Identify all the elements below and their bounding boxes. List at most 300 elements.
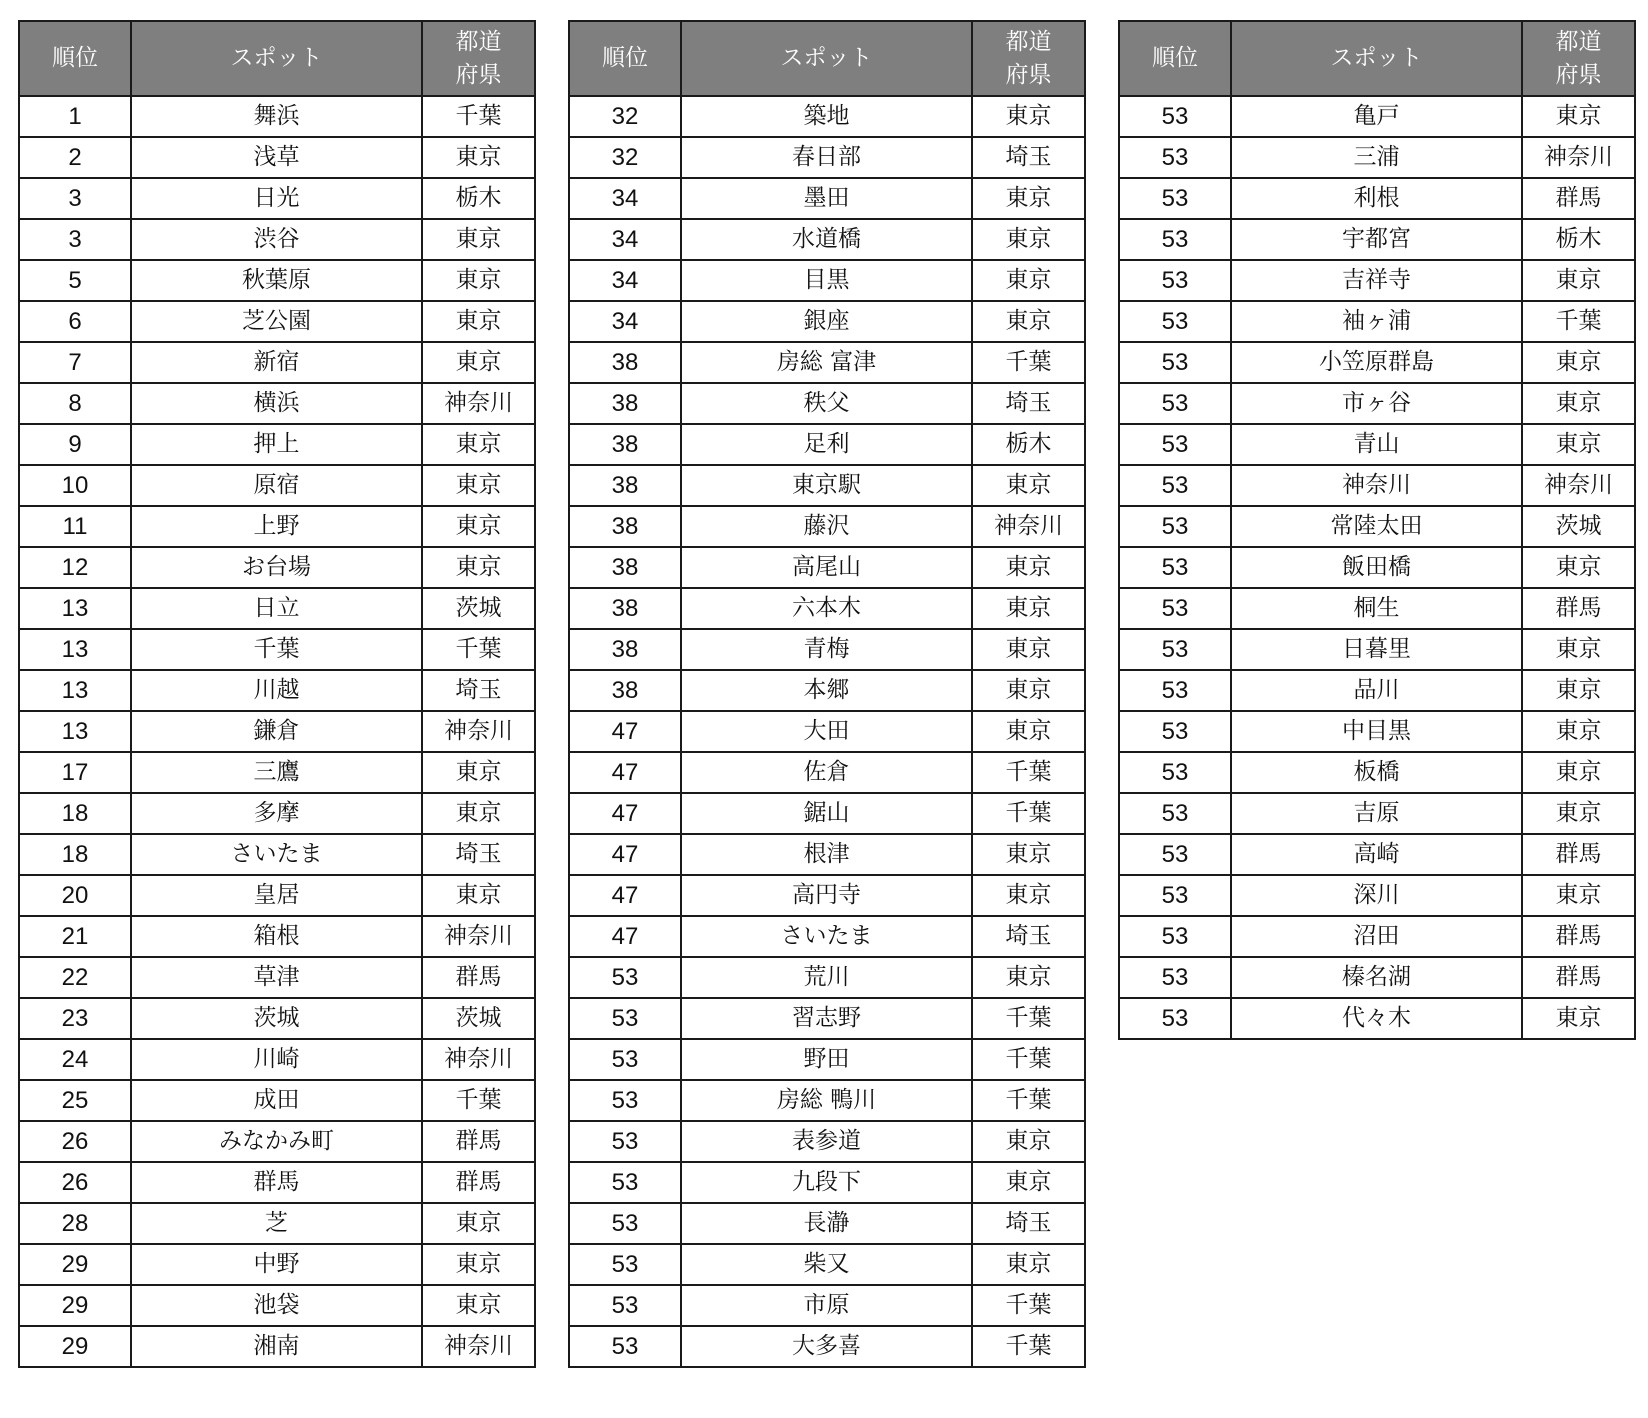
prefecture-cell: 群馬 [1522,957,1635,998]
table-row [19,219,535,260]
prefecture-cell: 千葉 [972,342,1085,383]
ranking-table-2 [568,20,1086,1368]
table-row [569,998,1085,1039]
rank-cell: 18 [19,834,131,875]
spot-header: スポット [681,21,972,96]
rank-cell: 53 [1119,383,1231,424]
prefecture-cell: 東京 [1522,793,1635,834]
spot-cell: 原宿 [131,465,422,506]
rank-cell: 2 [19,137,131,178]
prefecture-cell: 東京 [422,137,535,178]
prefecture-cell: 神奈川 [972,506,1085,547]
rank-cell: 29 [19,1244,131,1285]
prefecture-cell: 埼玉 [972,916,1085,957]
rank-header: 順位 [569,21,681,96]
table-row [1119,342,1635,383]
spot-cell: 宇都宮 [1231,219,1522,260]
table-header-row [19,21,535,96]
rank-cell: 23 [19,998,131,1039]
prefecture-cell: 東京 [1522,260,1635,301]
spot-cell: さいたま [681,916,972,957]
table-header-row [1119,21,1635,96]
rank-cell: 53 [569,1121,681,1162]
rank-cell: 53 [1119,342,1231,383]
rank-cell: 24 [19,1039,131,1080]
prefecture-cell: 東京 [1522,424,1635,465]
table-row [569,1285,1085,1326]
table-row [1119,137,1635,178]
rank-cell: 53 [569,1244,681,1285]
table-row [19,1326,535,1367]
rank-cell: 53 [1119,178,1231,219]
rank-cell: 28 [19,1203,131,1244]
rank-cell: 9 [19,424,131,465]
prefecture-cell: 栃木 [972,424,1085,465]
table-row [569,834,1085,875]
prefecture-header-line2: 府県 [1005,61,1052,88]
prefecture-cell: 東京 [1522,670,1635,711]
spot-cell: 墨田 [681,178,972,219]
table-row [569,793,1085,834]
rank-cell: 26 [19,1121,131,1162]
spot-cell: 市原 [681,1285,972,1326]
table-row [569,96,1085,137]
table-row [1119,752,1635,793]
rank-cell: 53 [1119,219,1231,260]
spot-cell: 鎌倉 [131,711,422,752]
table-row [19,178,535,219]
prefecture-cell: 東京 [422,875,535,916]
rank-cell: 25 [19,1080,131,1121]
spot-cell: 多摩 [131,793,422,834]
spot-cell: 日立 [131,588,422,629]
spot-cell: 渋谷 [131,219,422,260]
rank-cell: 47 [569,875,681,916]
spot-cell: 神奈川 [1231,465,1522,506]
table-row [19,506,535,547]
spot-cell: 新宿 [131,342,422,383]
rank-cell: 1 [19,96,131,137]
rank-cell: 53 [1119,752,1231,793]
prefecture-cell: 群馬 [422,1121,535,1162]
table-row [1119,547,1635,588]
prefecture-cell: 千葉 [422,96,535,137]
spot-cell: 藤沢 [681,506,972,547]
prefecture-cell: 東京 [422,260,535,301]
prefecture-cell: 群馬 [1522,916,1635,957]
spot-cell: 川崎 [131,1039,422,1080]
prefecture-cell: 東京 [1522,96,1635,137]
prefecture-cell: 東京 [1522,629,1635,670]
spot-cell: 横浜 [131,383,422,424]
ranking-table-3 [1118,20,1636,1040]
table-row [19,96,535,137]
spot-cell: 佐倉 [681,752,972,793]
spot-cell: 日光 [131,178,422,219]
prefecture-cell: 東京 [422,752,535,793]
rank-cell: 38 [569,342,681,383]
rank-cell: 17 [19,752,131,793]
table-row [569,260,1085,301]
table-row [569,1080,1085,1121]
spot-cell: 吉祥寺 [1231,260,1522,301]
table-row [19,670,535,711]
prefecture-cell: 神奈川 [422,711,535,752]
prefecture-cell: 埼玉 [972,383,1085,424]
table-row [19,998,535,1039]
rank-cell: 38 [569,424,681,465]
prefecture-cell: 東京 [422,793,535,834]
table-row [19,547,535,588]
rank-cell: 20 [19,875,131,916]
spot-cell: 房総 鴨川 [681,1080,972,1121]
spot-cell: 飯田橋 [1231,547,1522,588]
rank-cell: 47 [569,711,681,752]
table-row [569,506,1085,547]
rank-cell: 53 [1119,711,1231,752]
spot-cell: 水道橋 [681,219,972,260]
table-row [569,383,1085,424]
rank-cell: 22 [19,957,131,998]
prefecture-cell: 埼玉 [972,1203,1085,1244]
prefecture-cell: 神奈川 [1522,137,1635,178]
rank-cell: 53 [1119,670,1231,711]
rank-cell: 47 [569,752,681,793]
prefecture-cell: 神奈川 [422,1326,535,1367]
spot-cell: 根津 [681,834,972,875]
spot-cell: 浅草 [131,137,422,178]
table-row [1119,465,1635,506]
rank-cell: 13 [19,670,131,711]
prefecture-cell: 東京 [972,219,1085,260]
rank-cell: 29 [19,1285,131,1326]
spot-cell: さいたま [131,834,422,875]
rank-cell: 38 [569,629,681,670]
rank-cell: 53 [1119,96,1231,137]
rank-cell: 5 [19,260,131,301]
prefecture-cell: 東京 [1522,998,1635,1039]
prefecture-cell: 千葉 [972,998,1085,1039]
table-row [569,219,1085,260]
ranking-table-1 [18,20,536,1368]
rank-cell: 47 [569,916,681,957]
table-row [569,424,1085,465]
spot-cell: 鋸山 [681,793,972,834]
prefecture-cell: 東京 [972,1162,1085,1203]
prefecture-cell: 東京 [972,1244,1085,1285]
table-row [19,793,535,834]
prefecture-cell: 東京 [422,465,535,506]
spot-cell: 小笠原群島 [1231,342,1522,383]
rank-cell: 53 [1119,301,1231,342]
spot-cell: 長瀞 [681,1203,972,1244]
rank-cell: 47 [569,834,681,875]
prefecture-cell: 東京 [422,424,535,465]
rank-cell: 18 [19,793,131,834]
prefecture-cell: 東京 [422,506,535,547]
rank-cell: 3 [19,219,131,260]
prefecture-cell: 神奈川 [422,1039,535,1080]
table-row [19,1203,535,1244]
prefecture-cell: 千葉 [422,1080,535,1121]
table-row [19,834,535,875]
rank-cell: 32 [569,96,681,137]
prefecture-header [972,21,1085,96]
spot-header: スポット [1231,21,1522,96]
spot-cell: 荒川 [681,957,972,998]
spot-cell: 茨城 [131,998,422,1039]
prefecture-cell: 東京 [1522,711,1635,752]
prefecture-cell: 東京 [422,1203,535,1244]
prefecture-cell: 神奈川 [1522,465,1635,506]
prefecture-cell: 東京 [422,301,535,342]
rank-cell: 13 [19,588,131,629]
spot-cell: 押上 [131,424,422,465]
spot-cell: 青山 [1231,424,1522,465]
table-row [569,957,1085,998]
spot-cell: 川越 [131,670,422,711]
spot-cell: 草津 [131,957,422,998]
prefecture-header-line1: 都道 [1555,28,1602,55]
table-row [569,875,1085,916]
rank-header: 順位 [1119,21,1231,96]
prefecture-header-line2: 府県 [1555,61,1602,88]
table-row [19,1080,535,1121]
prefecture-cell: 栃木 [422,178,535,219]
table-row [19,301,535,342]
spot-cell: 大多喜 [681,1326,972,1367]
prefecture-cell: 栃木 [1522,219,1635,260]
rank-cell: 53 [569,957,681,998]
rank-cell: 13 [19,711,131,752]
prefecture-cell: 群馬 [1522,178,1635,219]
table-row [19,1039,535,1080]
table-row [569,301,1085,342]
spot-cell: 習志野 [681,998,972,1039]
rank-cell: 47 [569,793,681,834]
spot-cell: 上野 [131,506,422,547]
prefecture-header-line2: 府県 [455,61,502,88]
table-row [569,137,1085,178]
rank-cell: 53 [569,1203,681,1244]
prefecture-cell: 群馬 [422,1162,535,1203]
spot-cell: 高崎 [1231,834,1522,875]
prefecture-cell: 東京 [1522,752,1635,793]
table-row [1119,916,1635,957]
spot-cell: 芝 [131,1203,422,1244]
spot-cell: 房総 富津 [681,342,972,383]
rank-cell: 3 [19,178,131,219]
prefecture-cell: 東京 [1522,547,1635,588]
table-body [569,96,1085,1367]
prefecture-cell: 東京 [422,342,535,383]
table-row [1119,711,1635,752]
rank-cell: 12 [19,547,131,588]
rank-cell: 53 [1119,629,1231,670]
spot-cell: 銀座 [681,301,972,342]
spot-cell: 青梅 [681,629,972,670]
table-row [19,465,535,506]
prefecture-cell: 千葉 [422,629,535,670]
rank-cell: 34 [569,260,681,301]
prefecture-cell: 茨城 [1522,506,1635,547]
spot-cell: 榛名湖 [1231,957,1522,998]
table-row [569,465,1085,506]
table-row [1119,506,1635,547]
table-row [19,383,535,424]
table-row [19,711,535,752]
rank-cell: 38 [569,588,681,629]
rank-header: 順位 [19,21,131,96]
prefecture-cell: 千葉 [972,1326,1085,1367]
prefecture-cell: 神奈川 [422,383,535,424]
table-row [1119,301,1635,342]
rank-cell: 53 [569,1039,681,1080]
table-row [19,588,535,629]
spot-cell: 品川 [1231,670,1522,711]
table-row [569,342,1085,383]
rank-cell: 53 [1119,465,1231,506]
table-row [1119,178,1635,219]
prefecture-cell: 東京 [1522,875,1635,916]
rank-cell: 53 [1119,588,1231,629]
table-row [19,752,535,793]
rank-cell: 38 [569,465,681,506]
prefecture-cell: 東京 [972,957,1085,998]
spot-cell: 湘南 [131,1326,422,1367]
rank-cell: 6 [19,301,131,342]
prefecture-cell: 千葉 [972,1080,1085,1121]
rank-cell: 53 [569,998,681,1039]
prefecture-cell: 東京 [972,1121,1085,1162]
prefecture-cell: 千葉 [972,1039,1085,1080]
rank-cell: 34 [569,178,681,219]
table-body [1119,96,1635,1039]
spot-cell: お台場 [131,547,422,588]
prefecture-cell: 東京 [972,301,1085,342]
table-row [1119,588,1635,629]
rank-cell: 53 [1119,793,1231,834]
table-row [569,916,1085,957]
rank-cell: 13 [19,629,131,670]
table-row [19,957,535,998]
spot-cell: 三浦 [1231,137,1522,178]
spot-cell: 成田 [131,1080,422,1121]
table-row [1119,219,1635,260]
table-row [569,629,1085,670]
prefecture-cell: 東京 [422,1244,535,1285]
prefecture-cell: 東京 [972,670,1085,711]
table-row [1119,260,1635,301]
prefecture-cell: 東京 [972,178,1085,219]
table-row [569,1162,1085,1203]
prefecture-cell: 東京 [972,465,1085,506]
prefecture-cell: 東京 [972,875,1085,916]
spot-cell: 袖ヶ浦 [1231,301,1522,342]
rank-cell: 26 [19,1162,131,1203]
prefecture-cell: 埼玉 [972,137,1085,178]
prefecture-header-line1: 都道 [1005,28,1052,55]
table-row [569,588,1085,629]
spot-cell: 築地 [681,96,972,137]
rank-cell: 34 [569,301,681,342]
rank-cell: 53 [1119,506,1231,547]
prefecture-cell: 東京 [972,547,1085,588]
rank-cell: 29 [19,1326,131,1367]
table-row [19,1121,535,1162]
prefecture-cell: 千葉 [1522,301,1635,342]
prefecture-cell: 千葉 [972,1285,1085,1326]
table-row [19,260,535,301]
prefecture-cell: 東京 [972,588,1085,629]
table-row [1119,998,1635,1039]
spot-cell: 池袋 [131,1285,422,1326]
rank-cell: 53 [569,1326,681,1367]
spot-cell: 大田 [681,711,972,752]
spot-cell: 代々木 [1231,998,1522,1039]
rank-cell: 53 [1119,916,1231,957]
rank-cell: 8 [19,383,131,424]
prefecture-cell: 茨城 [422,588,535,629]
table-header-row [569,21,1085,96]
spot-header: スポット [131,21,422,96]
spot-cell: 中野 [131,1244,422,1285]
table-row [19,1162,535,1203]
spot-cell: 足利 [681,424,972,465]
spot-cell: 柴又 [681,1244,972,1285]
table-row [1119,383,1635,424]
table-row [1119,424,1635,465]
rank-cell: 53 [1119,260,1231,301]
table-row [19,424,535,465]
prefecture-cell: 群馬 [1522,588,1635,629]
spot-cell: 六本木 [681,588,972,629]
spot-cell: 芝公園 [131,301,422,342]
table-row [569,752,1085,793]
prefecture-cell: 茨城 [422,998,535,1039]
prefecture-cell: 東京 [972,260,1085,301]
spot-cell: みなかみ町 [131,1121,422,1162]
rank-cell: 53 [1119,875,1231,916]
rank-cell: 53 [1119,137,1231,178]
table-row [1119,834,1635,875]
rank-cell: 53 [1119,547,1231,588]
spot-cell: 東京駅 [681,465,972,506]
rank-cell: 34 [569,219,681,260]
spot-cell: 三鷹 [131,752,422,793]
spot-cell: 日暮里 [1231,629,1522,670]
rank-cell: 53 [569,1285,681,1326]
spot-cell: 市ヶ谷 [1231,383,1522,424]
prefecture-header [422,21,535,96]
spot-cell: 高尾山 [681,547,972,588]
rank-cell: 38 [569,670,681,711]
table-row [19,342,535,383]
prefecture-cell: 東京 [422,219,535,260]
spot-cell: 沼田 [1231,916,1522,957]
spot-cell: 常陸太田 [1231,506,1522,547]
prefecture-cell: 東京 [422,1285,535,1326]
table-row [569,1121,1085,1162]
table-row [19,875,535,916]
table-row [569,547,1085,588]
rank-cell: 38 [569,383,681,424]
prefecture-cell: 東京 [972,96,1085,137]
spot-cell: 表参道 [681,1121,972,1162]
spot-cell: 九段下 [681,1162,972,1203]
spot-cell: 中目黒 [1231,711,1522,752]
table-row [569,178,1085,219]
